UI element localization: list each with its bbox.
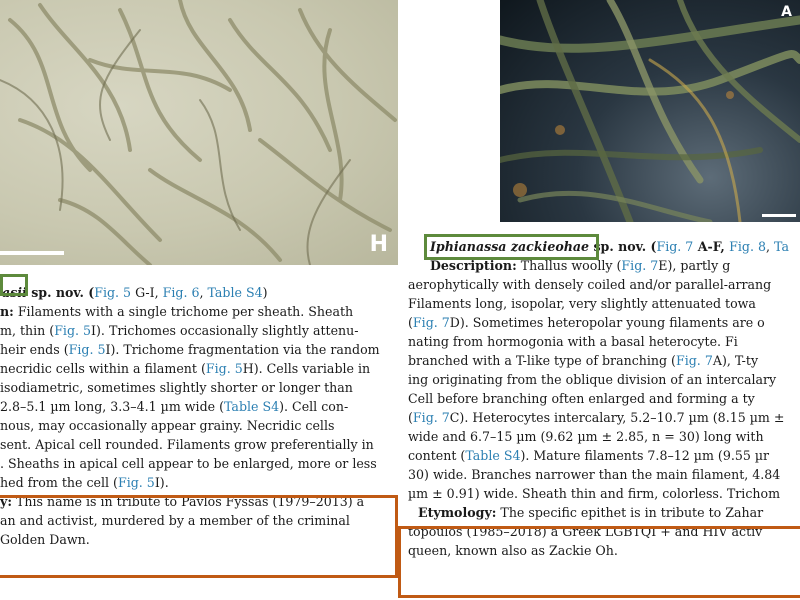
text-line [0,321,398,340]
figure-link[interactable]: Fig. 5 [205,361,243,376]
text-run: E), partly g [658,258,731,273]
text-line [0,378,398,397]
heading-text: ) [262,285,268,300]
section-label: Etymology: [418,505,497,520]
text-line [408,541,800,560]
figure-link[interactable]: Fig. 7 [675,353,713,368]
text-run: C). Heterocytes intercalary, 5.2–10.7 µm (8.15 µm ± [449,410,785,425]
heading-text: A-F, [693,239,730,254]
heading-text: sp. nov. ( [589,239,657,254]
text-run: nous, may occasionally appear grainy. Necridic cells [0,418,335,433]
scale-bar-left [0,251,64,255]
figure-link[interactable]: Fig. 6 [162,285,200,300]
text-line [0,454,398,473]
figure-link[interactable]: Fig. 7 [412,315,450,330]
text-line [408,351,800,370]
text-line [408,332,800,351]
text-line [408,370,800,389]
text-run: necridic cells within a filament ( [0,361,206,376]
species-description-left [0,283,398,549]
text-run: an and activist, murdered by a member of the criminal [0,513,350,528]
text-line [408,446,800,465]
section-label: Description: [430,258,517,273]
figure-link[interactable]: Fig. 5 [117,475,155,490]
heading-text: , [199,285,208,300]
text-line [408,408,800,427]
filaments-image-right [500,0,800,222]
text-run: Golden Dawn. [0,532,90,547]
text-line [408,522,800,541]
description-body-right [408,256,800,560]
text-run: This name is in tribute to Pavlos Fyssas (1979–2013) a [11,494,365,509]
text-line [408,275,800,294]
text-run: aerophytically with densely coiled and/or parallel-arrang [408,277,772,292]
text-run: 2.8–5.1 µm long, 3.3–4.1 µm wide ( [0,399,225,414]
micrograph-panel-h [0,0,398,265]
text-run: . Sheaths in apical cell appear to be enlarged, more or less [0,456,377,471]
text-run: A), T-ty [712,353,759,368]
text-run: I). [154,475,169,490]
text-line [0,397,398,416]
figure-link[interactable]: Fig. 7 [621,258,659,273]
text-run: D). Sometimes heteropolar young filaments are o [449,315,765,330]
text-run: ( [408,315,413,330]
panel-label-h: H [369,232,388,257]
text-line [408,294,800,313]
species-heading-left [0,283,398,302]
text-line [408,465,800,484]
text-run: Thallus woolly ( [516,258,622,273]
species-name-left: asii [2,285,27,300]
text-run: Cell before branching often enlarged and forming a ty [408,391,755,406]
text-line [0,473,398,492]
text-run: Filaments long, isopolar, very slightly attenuated towa [408,296,756,311]
figure-link[interactable]: Table S4 [224,399,280,414]
figure-link[interactable]: Fig. 5 [54,323,92,338]
figure-link[interactable]: Fig. 5 [68,342,106,357]
heading-text: sp. nov. ( [26,285,95,300]
text-run: Filaments with a single trichome per sheath. Sheath [13,304,354,319]
micrograph-panel-a [500,0,800,222]
text-line [408,313,800,332]
text-run: The specific epithet is in tribute to Zahar [496,505,764,520]
text-run: hed from the cell ( [0,475,118,490]
text-line [0,511,398,530]
text-run: branched with a T-like type of branching ( [408,353,676,368]
filaments-image-left [0,0,398,265]
text-run: 30) wide. Branches narrower than the main filament, 4.84 [408,467,781,482]
text-run: µm ± 0.91) wide. Sheath thin and firm, colorless. Trichom [408,486,781,501]
text-run: I). Trichome fragmentation via the random [105,342,380,357]
text-line [0,340,398,359]
section-label: n: [0,304,14,319]
text-line [408,427,800,446]
text-run: H). Cells variable in [242,361,371,376]
text-line [408,484,800,503]
text-run: ). Cell con- [279,399,349,414]
figure-link[interactable]: Fig. 5 [94,285,132,300]
table-link[interactable]: Table S4 [207,285,263,300]
text-line [0,302,398,321]
text-line [408,256,800,275]
text-line [0,530,398,549]
text-run: heir ends ( [0,342,69,357]
text-line [0,492,398,511]
figure-link[interactable]: Table S4 [465,448,521,463]
text-run: wide and 6.7–15 µm (9.62 µm ± 2.85, n = 30) long with [408,429,764,444]
figure-link[interactable]: Fig. 7 [412,410,450,425]
text-run: ing originating from the oblique division of an intercalary [408,372,777,387]
heading-text: , [766,239,775,254]
text-line [0,435,398,454]
panel-label-a: A [781,4,792,20]
species-name-right: Iphianassa zackieohae [430,239,590,254]
heading-text: G-I, [131,285,163,300]
text-run: m, thin ( [0,323,55,338]
text-run: queen, known also as Zackie Oh. [408,543,618,558]
text-run: I). Trichomes occasionally slightly attenu- [91,323,359,338]
text-line [0,359,398,378]
text-run: ). Mature filaments 7.8–12 µm (9.55 µr [520,448,770,463]
text-run: sent. Apical cell rounded. Filaments grow preferentially in [0,437,374,452]
figure-link[interactable]: Fig. 7 [656,239,694,254]
text-run: content ( [408,448,466,463]
text-line [0,416,398,435]
text-line [408,389,800,408]
species-heading-right [408,237,800,256]
section-label: y: [0,494,12,509]
text-run: nating from hormogonia with a basal heterocyte. Fi [408,334,738,349]
text-run: topoulos (1985–2018) a Greek LGBTQI + and HIV activ [408,524,763,539]
scale-bar-right [762,214,796,217]
figure-link[interactable]: Fig. 8 [729,239,767,254]
table-link[interactable]: Ta [774,239,789,254]
text-line [408,503,800,522]
description-body-left [0,302,398,549]
species-description-right [408,237,800,560]
text-run: ( [408,410,413,425]
text-run: isodiametric, sometimes slightly shorter or longer than [0,380,353,395]
